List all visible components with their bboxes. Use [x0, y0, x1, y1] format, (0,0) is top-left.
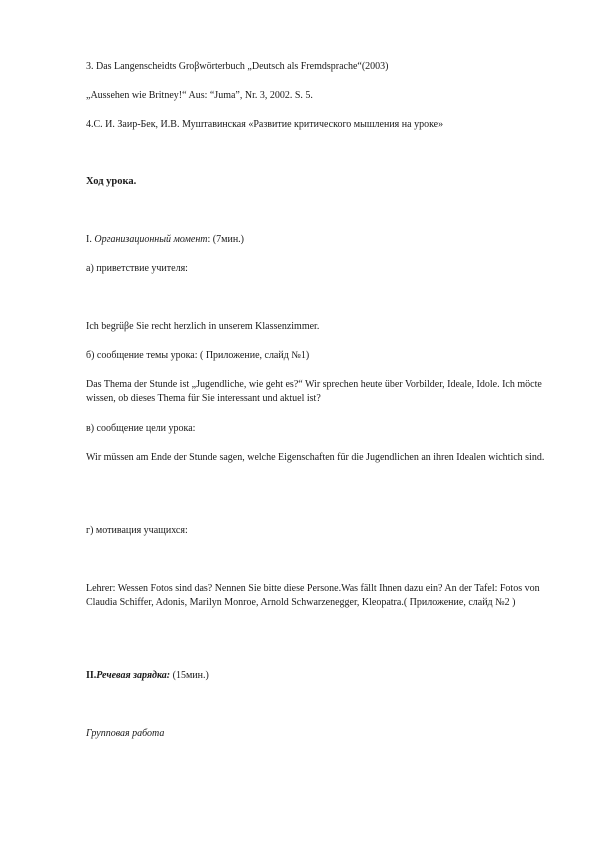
- topic-text: Das Thema der Stunde ist „Jugendliche, wie geht es?“ Wir sprechen heute über Vorbilder, Ideale, Idole. Ich möcte wissen, ob dieses Thema für Sie interessant und aktuel ist?: [86, 379, 542, 404]
- motivation-text: Lehrer: Wessen Fotos sind das? Nennen Sie bitte diese Persone.Was fällt Ihnen dazu ein? An der Tafel: Fotos von Claudia Schiffer, Adonis, Marilyn Monroe, Arnold Schwarzenegger, Kleopatra.( Приложение, слайд №2 ): [86, 583, 540, 608]
- reference-juma: „Aussehen wie Britney!“ Aus: “Juma”, Nr. 3, 2002. S. 5.: [86, 90, 313, 101]
- section-2-number: II.: [86, 670, 97, 681]
- group-work-label: Групповая работа: [86, 728, 165, 739]
- goal-text: Wir müssen am Ende der Stunde sagen, welche Eigenschaften für die Jugendlichen an ihren Idealen wichtich sind.: [86, 452, 545, 463]
- section-2-name: Речевая зарядка:: [96, 670, 171, 681]
- section-2-heading: [86, 669, 556, 683]
- section-1-name: Организационный момент: [94, 234, 208, 245]
- reference-3: 3. Das Langenscheidts Groβwörterbuch „Deutsch als Fremdsprache“(2003): [86, 61, 389, 72]
- section-1-heading: [86, 233, 556, 247]
- greeting-text: Ich begrüβe Sie recht herzlich in unserem Klassenzimmer.: [86, 321, 320, 332]
- section-1-number: I.: [86, 234, 95, 245]
- section-2-time: (15мин.): [170, 670, 209, 681]
- goal-label: в) сообщение цели урока:: [86, 423, 196, 434]
- motivation-label: г) мотивация учащихся:: [86, 525, 188, 536]
- lesson-title: Ход урока.: [86, 176, 137, 187]
- reference-4: 4.С. И. Заир-Бек, И.В. Муштавинская «Развитие критического мышления на уроке»: [86, 119, 444, 130]
- section-1-time: : (7мин.): [207, 234, 245, 245]
- topic-label: б) сообщение темы урока: ( Приложение, слайд №1): [86, 350, 310, 361]
- greeting-label: а) приветствие учителя:: [86, 263, 188, 274]
